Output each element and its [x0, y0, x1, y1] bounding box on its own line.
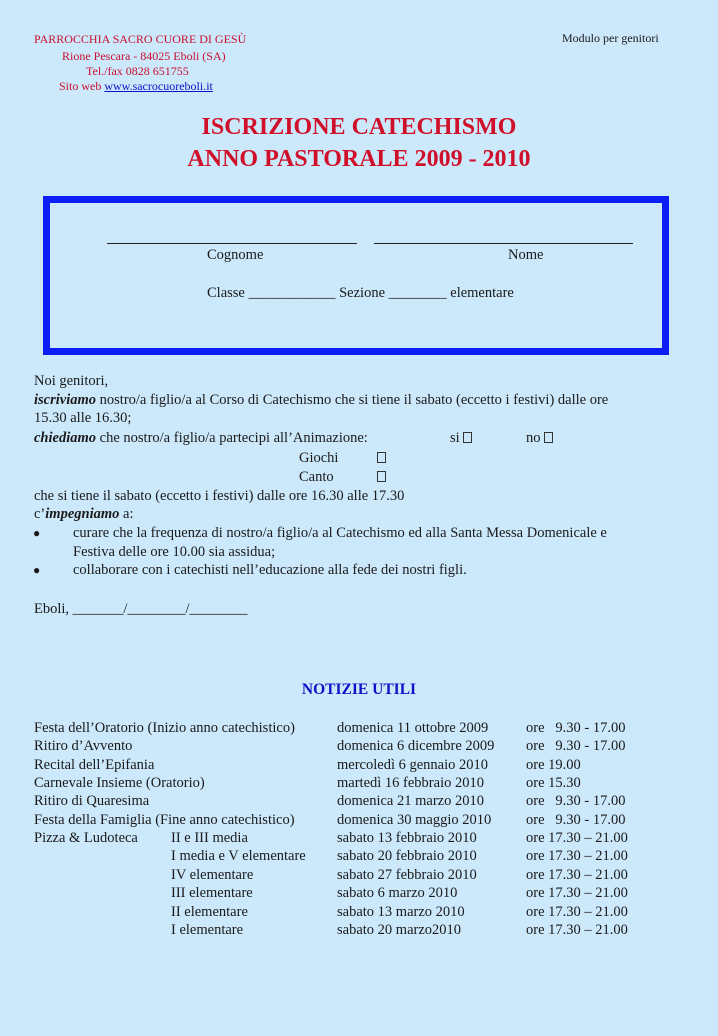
bullet1-text-a: curare che la frequenza di nostro/a figlio/a al Catechismo ed alla Santa Messa Domenicale e [73, 525, 607, 541]
bullet1-text-b: Festiva delle ore 10.00 sia assidua; [73, 544, 276, 560]
website-link[interactable]: www.sacrocuoreboli.it [104, 79, 213, 93]
event-date: domenica 21 marzo 2010 [337, 793, 484, 810]
student-info-box [43, 196, 669, 355]
iscriviamo-paragraph [34, 391, 684, 410]
iscriviamo-word: iscriviamo [34, 392, 97, 408]
event-date: sabato 20 febbraio 2010 [337, 848, 477, 865]
si-option[interactable] [450, 429, 472, 448]
event-date: domenica 30 maggio 2010 [337, 811, 492, 828]
event-time: ore 17.30 – 21.00 [526, 921, 628, 938]
event-group: I elementare [171, 921, 244, 938]
cognome-label: Cognome [207, 247, 264, 263]
schedule-line: che si tiene il sabato (eccetto i festivi) dalle ore 16.30 alle 17.30 [34, 488, 405, 504]
event-time: ore 17.30 – 21.00 [526, 830, 628, 847]
chiediamo-rest: che nostro/a figlio/a partecipi all’Animazione: [96, 430, 368, 446]
nome-label: Nome [508, 247, 544, 263]
impegniamo-prefix: c’ [34, 506, 46, 522]
event-name: Festa dell’Oratorio (Inizio anno catechistico) [34, 720, 295, 736]
parish-website [59, 78, 213, 95]
si-label: si [450, 430, 460, 446]
event-time: ore 15.30 [526, 775, 581, 792]
event-group: II e III media [171, 830, 248, 847]
event-time: ore 17.30 – 21.00 [526, 885, 628, 902]
giochi-option[interactable] [299, 449, 338, 468]
event-date: domenica 6 dicembre 2009 [337, 738, 495, 755]
event-name: Festa della Famiglia (Fine anno catechistico) [34, 811, 295, 828]
si-checkbox-icon[interactable] [463, 432, 472, 443]
canto-label: Canto [299, 469, 334, 485]
giochi-label: Giochi [299, 450, 339, 466]
event-group: I media e V elementare [171, 848, 306, 865]
event-time: ore 9.30 - 17.00 [526, 793, 626, 810]
iscriviamo-cont: 15.30 alle 16.30; [34, 410, 132, 426]
event-time: ore 9.30 - 17.00 [526, 720, 626, 736]
event-date: sabato 27 febbraio 2010 [337, 866, 477, 883]
event-group: III elementare [171, 885, 253, 902]
canto-option[interactable] [299, 468, 334, 487]
bullet-icon: ● [33, 526, 41, 540]
event-date: sabato 13 marzo 2010 [337, 903, 465, 920]
event-date: sabato 6 marzo 2010 [337, 885, 458, 902]
no-checkbox-icon[interactable] [544, 432, 553, 443]
giochi-checkbox-icon[interactable] [377, 452, 386, 463]
event-date: sabato 13 febbraio 2010 [337, 830, 477, 847]
event-name: Pizza & Ludoteca [34, 830, 138, 847]
event-name: Ritiro d’Avvento [34, 738, 133, 755]
parish-telfax: Tel./fax 0828 651755 [86, 64, 189, 78]
iscriviamo-rest: nostro/a figlio/a al Corso di Catechismo che si tiene il sabato (eccetto i festivi) dalle ore [96, 392, 609, 408]
date-signature-line[interactable]: Eboli, _______/________/________ [34, 601, 248, 617]
event-time: ore 9.30 - 17.00 [526, 811, 626, 828]
event-time: ore 17.30 – 21.00 [526, 903, 628, 920]
event-date: domenica 11 ottobre 2009 [337, 720, 489, 736]
no-option[interactable] [526, 429, 553, 448]
event-name: Carnevale Insieme (Oratorio) [34, 775, 205, 792]
form-type-label: Modulo per genitori [562, 31, 659, 45]
parish-address: Rione Pescara - 84025 Eboli (SA) [62, 49, 226, 63]
greeting: Noi genitori, [34, 373, 109, 389]
event-name: Recital dell’Epifania [34, 756, 155, 773]
event-date: martedì 16 febbraio 2010 [337, 775, 484, 792]
chiediamo-line [34, 429, 368, 448]
bullet2-text: collaborare con i catechisti nell’educazione alla fede dei nostri figli. [73, 562, 467, 578]
no-label: no [526, 430, 541, 446]
parish-name: PARROCCHIA SACRO CUORE DI GESÙ [34, 32, 247, 46]
event-date: sabato 20 marzo2010 [337, 921, 462, 938]
event-date: mercoledì 6 gennaio 2010 [337, 756, 488, 773]
event-group: II elementare [171, 903, 248, 920]
event-time: ore 19.00 [526, 756, 581, 773]
impegniamo-word: impegniamo [45, 506, 120, 522]
page-subtitle: ANNO PASTORALE 2009 - 2010 [187, 146, 531, 172]
canto-checkbox-icon[interactable] [377, 471, 386, 482]
event-time: ore 9.30 - 17.00 [526, 738, 626, 755]
chiediamo-word: chiediamo [34, 430, 97, 446]
website-label: Sito web [59, 79, 102, 93]
event-name: Ritiro di Quaresima [34, 793, 150, 810]
impegniamo-rest: a: [119, 506, 134, 522]
event-time: ore 17.30 – 21.00 [526, 848, 628, 865]
impegniamo-line [34, 505, 133, 524]
notizie-heading: NOTIZIE UTILI [301, 681, 417, 698]
page-title: ISCRIZIONE CATECHISMO [201, 114, 517, 140]
classe-sezione-line[interactable]: Classe ____________ Sezione ________ elementare [207, 285, 514, 301]
event-group: IV elementare [171, 866, 254, 883]
cognome-line[interactable] [107, 243, 357, 244]
nome-line[interactable] [374, 243, 633, 244]
event-time: ore 17.30 – 21.00 [526, 866, 628, 883]
bullet-icon: ● [33, 563, 41, 577]
